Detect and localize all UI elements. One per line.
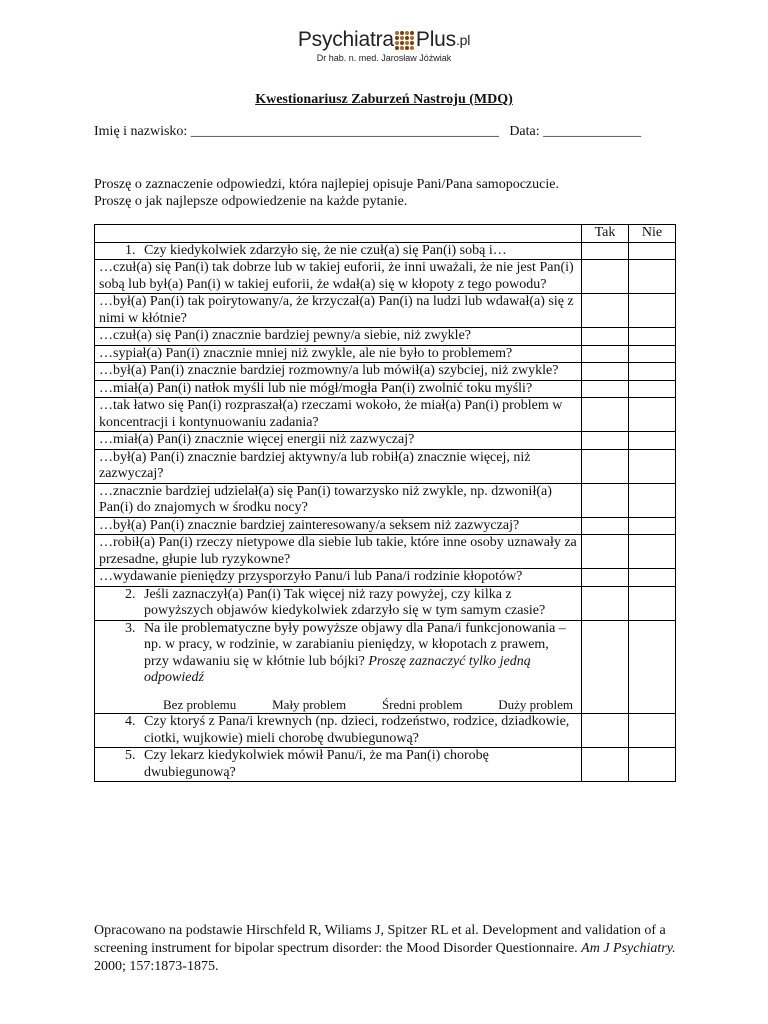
question-4-cell (95, 714, 582, 748)
yes-answer-cell[interactable] (582, 517, 629, 535)
table-row (95, 260, 676, 294)
question-text: Czy kiedykolwiek zdarzyło się, że nie czuł(a) się Pan(i) sobą i… (144, 242, 507, 258)
citation (94, 922, 694, 976)
table-row (95, 483, 676, 517)
yes-answer-cell[interactable] (582, 483, 629, 517)
table-row (95, 449, 676, 483)
logo-dots-icon (395, 31, 414, 50)
sub-question-text: …był(a) Pan(i) znacznie bardziej aktywny/a lub robił(a) znacznie więcej, niż zazwyczaj? (95, 449, 582, 483)
table-row (95, 620, 676, 714)
sub-question-text: …znacznie bardziej udzielał(a) się Pan(i) towarzysko niż zwykle, np. dzwonił(a) Pan(i) do znajomych w środku nocy? (95, 483, 582, 517)
sub-question-text: …miał(a) Pan(i) znacznie więcej energii niż zazwyczaj? (95, 432, 582, 450)
no-answer-cell[interactable] (629, 363, 676, 381)
sub-question-text: …miał(a) Pan(i) natłok myśli lub nie mógł/mogła Pan(i) zwolnić toku myśli? (95, 380, 582, 398)
logo-text-domain: .pl (455, 32, 471, 48)
header (0, 28, 768, 63)
yes-answer-cell[interactable] (582, 714, 629, 748)
yes-answer-cell[interactable] (582, 242, 629, 260)
no-answer-cell[interactable] (629, 748, 676, 782)
yes-column-header: Tak (582, 225, 629, 243)
no-answer-cell[interactable] (629, 586, 676, 620)
no-column-header: Nie (629, 225, 676, 243)
table-row (95, 569, 676, 587)
question-2-cell (95, 586, 582, 620)
severity-options (163, 697, 573, 714)
option-moderate-problem[interactable]: Średni problem (381, 696, 463, 712)
citation-reference: 2000; 157:1873-1875. (94, 959, 219, 974)
instruction-line-1: Proszę o zaznaczenie odpowiedzi, która najlepiej opisuje Pani/Pana samopoczucie. (94, 177, 559, 192)
name-date-row (94, 124, 641, 140)
yes-answer-cell[interactable] (582, 294, 629, 328)
questionnaire-table (94, 224, 676, 782)
yes-answer-cell[interactable] (582, 328, 629, 346)
page-title: Kwestionariusz Zaburzeń Nastroju (MDQ) (255, 92, 513, 107)
logo-text-plus: Plus (415, 28, 456, 51)
no-answer-cell[interactable] (629, 432, 676, 450)
table-row (95, 328, 676, 346)
table-row (95, 535, 676, 569)
table-header-row (95, 225, 676, 243)
no-answer-cell[interactable] (629, 620, 676, 714)
table-row (95, 586, 676, 620)
yes-answer-cell[interactable] (582, 398, 629, 432)
no-answer-cell[interactable] (629, 569, 676, 587)
option-serious-problem[interactable]: Duży problem (498, 696, 573, 712)
table-row (95, 517, 676, 535)
logo (298, 28, 470, 52)
sub-question-text: …czuł(a) się Pan(i) znacznie bardziej pewny/a siebie, niż zwykle? (95, 328, 582, 346)
no-answer-cell[interactable] (629, 517, 676, 535)
no-answer-cell[interactable] (629, 714, 676, 748)
no-answer-cell[interactable] (629, 449, 676, 483)
question-text: Czy ktoryś z Pana/i krewnych (np. dzieci, rodzeństwo, rodzice, dziadkowie, ciotki, wujkowie) mieli chorobę dwubiegunową? (144, 714, 570, 746)
yes-answer-cell[interactable] (582, 586, 629, 620)
table-row (95, 714, 676, 748)
no-answer-cell[interactable] (629, 483, 676, 517)
table-row (95, 432, 676, 450)
sub-question-text: …był(a) Pan(i) tak poirytowany/a, że krzyczał(a) Pan(i) na ludzi lub wdawał(a) się z nimi w kłótnie? (95, 294, 582, 328)
date-label: Data: (498, 124, 544, 139)
yes-answer-cell[interactable] (582, 363, 629, 381)
logo-subtitle: Dr hab. n. med. Jarosław Jóźwiak (316, 53, 452, 63)
sub-question-text: …był(a) Pan(i) znacznie bardziej zainteresowany/a seksem niż zazwyczaj? (95, 517, 582, 535)
yes-answer-cell[interactable] (582, 260, 629, 294)
logo-text-psychiatra: Psychiatra (297, 28, 394, 51)
no-answer-cell[interactable] (629, 328, 676, 346)
yes-answer-cell[interactable] (582, 380, 629, 398)
name-field[interactable]: ____________________________________________ (190, 124, 499, 139)
table-row (95, 363, 676, 381)
table-row (95, 398, 676, 432)
no-answer-cell[interactable] (629, 242, 676, 260)
citation-journal: Am J Psychiatry. (581, 941, 676, 956)
sub-question-text: …robił(a) Pan(i) rzeczy nietypowe dla siebie lub takie, które inne osoby uznawały za przesadne, głupie lub ryzykowne? (95, 535, 582, 569)
yes-answer-cell[interactable] (582, 535, 629, 569)
question-5-cell (95, 748, 582, 782)
question-number: 5. (125, 748, 136, 763)
yes-answer-cell[interactable] (582, 748, 629, 782)
sub-question-text: …tak łatwo się Pan(i) rozpraszał(a) rzeczami wokoło, że miał(a) Pan(i) problem w koncentracji i kontynuowaniu zadania? (95, 398, 582, 432)
no-answer-cell[interactable] (629, 398, 676, 432)
no-answer-cell[interactable] (629, 345, 676, 363)
no-answer-cell[interactable] (629, 380, 676, 398)
question-text: Na ile problematyczne były powyższe objawy dla Pana/i funkcjonowania – np. w pracy, w rodzinie, w zarabianiu pieniędzy, w kłopotach z prawem, przy wdawaniu się w kłótnie lub bójki? (144, 620, 566, 669)
instruction-line-2: Proszę o jak najlepsze odpowiedzenie na każde pytanie. (94, 194, 408, 209)
sub-question-text: …sypiał(a) Pan(i) znacznie mniej niż zwykle, ale nie było to problemem? (95, 345, 582, 363)
date-field[interactable]: ______________ (543, 124, 642, 139)
option-minor-problem[interactable]: Mały problem (272, 696, 347, 712)
instructions (94, 176, 559, 210)
option-no-problem[interactable]: Bez problemu (163, 696, 237, 712)
question-header-cell (95, 225, 582, 243)
yes-answer-cell[interactable] (582, 449, 629, 483)
yes-answer-cell[interactable] (582, 569, 629, 587)
question-number: 3. (125, 620, 136, 636)
question-number: 4. (125, 714, 136, 729)
yes-answer-cell[interactable] (582, 620, 629, 714)
question-number: 1. (125, 242, 136, 258)
question-text: Jeśli zaznaczył(a) Pan(i) Tak więcej niż razy powyżej, czy kilka z powyższych objawów kiedykolwiek zdarzyło się w tym samym czasie? (144, 586, 546, 618)
no-answer-cell[interactable] (629, 260, 676, 294)
table-row (95, 294, 676, 328)
question-text: Czy lekarz kiedykolwiek mówił Panu/i, że ma Pan(i) chorobę dwubiegunową? (144, 748, 489, 780)
question-instruction: Proszę zaznaczyć tylko jedną odpowiedź (144, 653, 531, 685)
name-label: Imię i nazwisko: (94, 124, 191, 139)
table-row (95, 748, 676, 782)
sub-question-text: …wydawanie pieniędzy przysporzyło Panu/i lub Pana/i rodzinie kłopotów? (95, 569, 582, 587)
sub-question-text: …czuł(a) się Pan(i) tak dobrze lub w takiej euforii, że inni uważali, że nie jest Pan(i) sobą lub był(a) Pan(i) w takiej euforii, że wdał(a) się w kłopoty z tego powodu? (95, 260, 582, 294)
yes-answer-cell[interactable] (582, 345, 629, 363)
question-number: 2. (125, 586, 136, 602)
yes-answer-cell[interactable] (582, 432, 629, 450)
sub-question-text: …był(a) Pan(i) znacznie bardziej rozmowny/a lub mówił(a) szybciej, niż zwykle? (95, 363, 582, 381)
question-3-cell (95, 620, 582, 714)
table-row (95, 345, 676, 363)
table-row (95, 380, 676, 398)
table-row (95, 242, 676, 260)
no-answer-cell[interactable] (629, 294, 676, 328)
citation-text: Opracowano na podstawie Hirschfeld R, Wiliams J, Spitzer RL et al. Development and validation of a screening instrument for bipolar spectrum disorder: the Mood Disorder Questionnaire. (94, 923, 666, 956)
no-answer-cell[interactable] (629, 535, 676, 569)
question-1-cell (95, 242, 582, 260)
